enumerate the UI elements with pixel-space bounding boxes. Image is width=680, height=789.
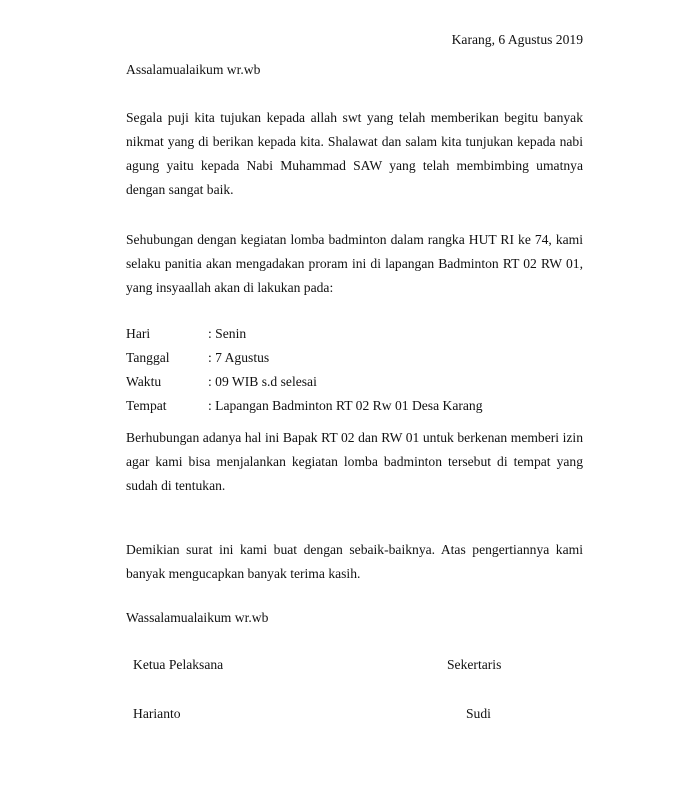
detail-row-time xyxy=(126,370,583,394)
paragraph-opening: Segala puji kita tujukan kepada allah swt yang telah memberikan begitu banyak nikmat yang di berikan kepada kita. Shalawat dan salam kita tunjukan kepada nabi agung yaitu kepada Nabi Muhammad SAW yang telah membimbing umatnya dengan sangat baik. xyxy=(126,110,583,197)
signature-title-secretary: Sekertaris xyxy=(447,657,502,672)
detail-value: : 7 Agustus xyxy=(208,350,270,365)
detail-row-place xyxy=(126,394,583,418)
closing-salutation: Wassalamualaikum wr.wb xyxy=(126,610,269,625)
detail-row-date xyxy=(126,346,583,370)
paragraph-request: Berhubungan adanya hal ini Bapak RT 02 dan RW 01 untuk berkenan memberi izin agar kami bisa menjalankan kegiatan lomba badminton tersebut di tempat yang sudah di tentukan. xyxy=(126,430,583,493)
detail-label: Tempat xyxy=(126,398,167,413)
greeting: Assalamualaikum wr.wb xyxy=(126,62,261,77)
letter-date: Karang, 6 Agustus 2019 xyxy=(451,32,583,47)
detail-label: Hari xyxy=(126,326,151,341)
paragraph-purpose: Sehubungan dengan kegiatan lomba badminton dalam rangka HUT RI ke 74, kami selaku panitia akan mengadakan proram ini di lapangan Badminton RT 02 RW 01, yang insyaallah akan di lakukan pada: xyxy=(126,232,583,295)
detail-value: : Lapangan Badminton RT 02 Rw 01 Desa Karang xyxy=(208,398,483,413)
signature-name-secretary: Sudi xyxy=(466,706,491,721)
detail-value: : Senin xyxy=(208,326,247,341)
detail-label: Waktu xyxy=(126,374,162,389)
paragraph-thanks: Demikian surat ini kami buat dengan sebaik-baiknya. Atas pengertiannya kami banyak mengucapkan banyak terima kasih. xyxy=(126,542,583,581)
signature-title-chairman: Ketua Pelaksana xyxy=(133,657,224,672)
event-details xyxy=(126,322,583,418)
detail-label: Tanggal xyxy=(126,350,170,365)
detail-value: : 09 WIB s.d selesai xyxy=(208,374,317,389)
signature-name-chairman: Harianto xyxy=(133,706,181,721)
detail-row-day xyxy=(126,322,583,346)
